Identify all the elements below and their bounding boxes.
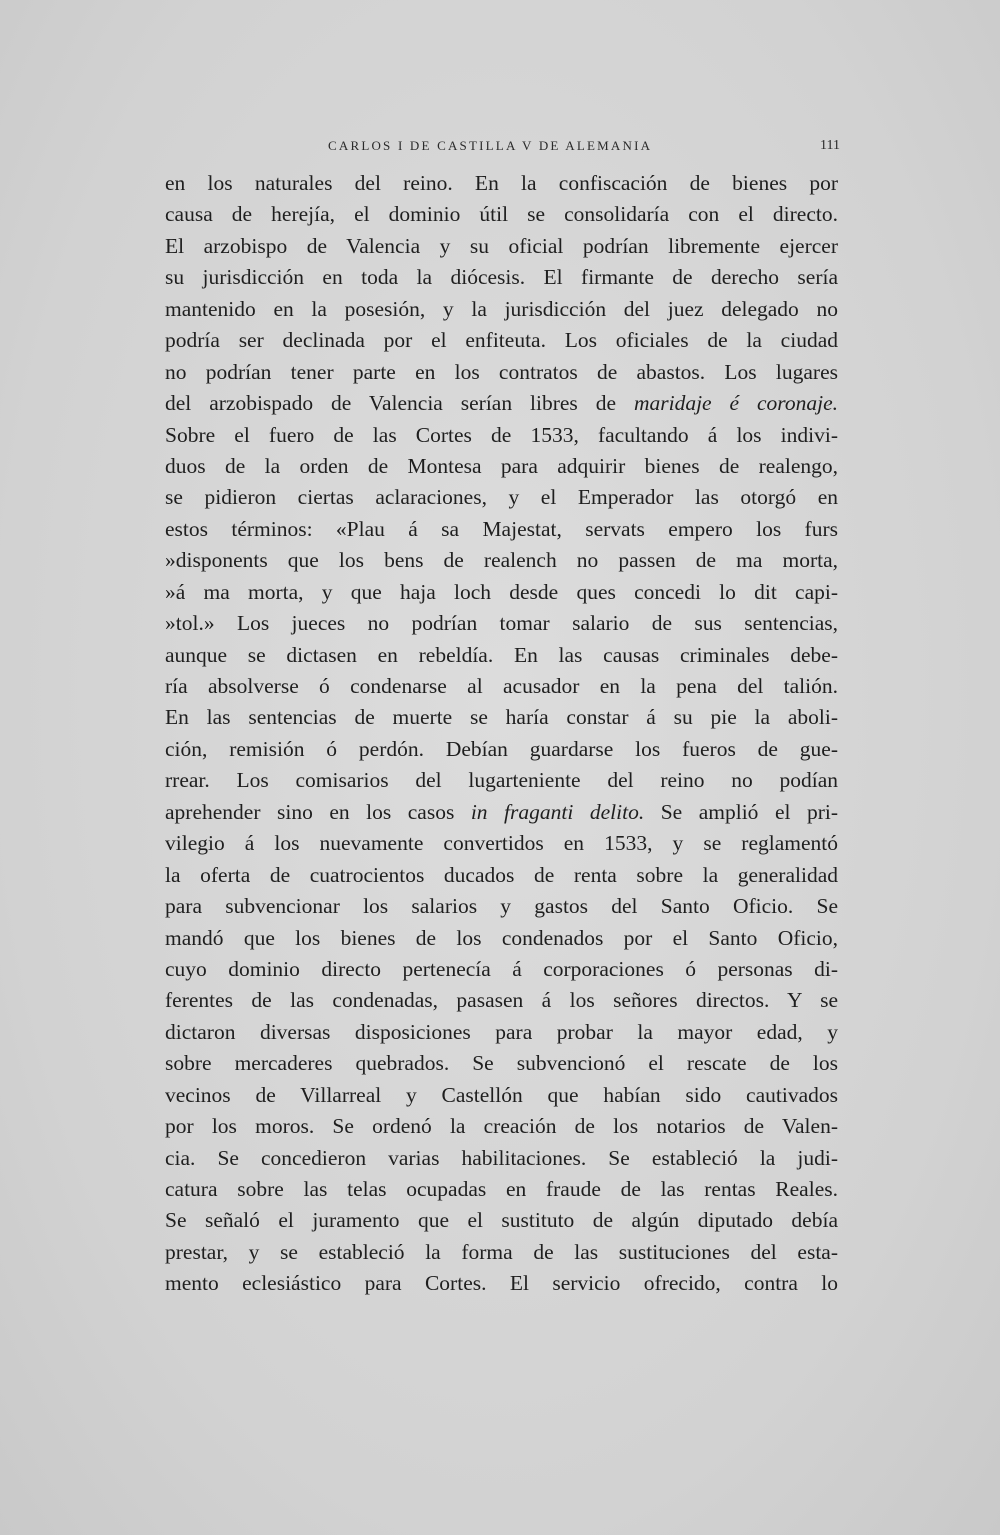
text-line: El arzobispo de Valencia y su oficial podrían libremente ejercer <box>165 233 838 258</box>
italic-phrase: maridaje é coronaje. <box>633 391 838 416</box>
text-segment: del arzobispado de Valencia serían libres de <box>165 391 617 416</box>
text-line: se pidieron ciertas aclaraciones, y el Emperador las otorgó en <box>165 485 838 510</box>
text-line: catura sobre las telas ocupadas en fraude de las rentas Reales. <box>165 1177 838 1201</box>
text-line: en los naturales del reino. En la confiscación de bienes por <box>165 171 838 195</box>
text-line: »disponents que los bens de realench no passen de ma morta, <box>165 548 838 573</box>
text-line: cia. Se concedieron varias habilitaciones. Se estableció la judi- <box>165 1145 838 1170</box>
text-line: estos términos: «Plau á sa Majestat, servats empero los furs <box>165 516 838 541</box>
text-line: »tol.» Los jueces no podrían tomar salario de sus sentencias, <box>165 611 838 636</box>
text-line-with-italic <box>165 797 838 828</box>
text-line: mento eclesiástico para Cortes. El servicio ofrecido, contra lo <box>165 1271 838 1296</box>
text-line: mandó que los bienes de los condenados por el Santo Oficio, <box>165 925 838 950</box>
text-line: ferentes de las condenadas, pasasen á los señores directos. Y se <box>165 988 838 1013</box>
text-line: vilegio á los nuevamente convertidos en 1533, y se reglamentó <box>165 831 838 856</box>
text-line: para subvencionar los salarios y gastos del Santo Oficio. Se <box>165 894 838 919</box>
text-line: Se señaló el juramento que el sustituto de algún diputado debía <box>165 1208 838 1233</box>
text-line: podría ser declinada por el enfiteuta. Los oficiales de la ciudad <box>165 328 838 353</box>
text-line: la oferta de cuatrocientos ducados de renta sobre la generalidad <box>165 862 838 887</box>
body-text <box>165 168 838 1300</box>
text-line: su jurisdicción en toda la diócesis. El firmante de derecho sería <box>165 265 838 290</box>
text-line: ría absolverse ó condenarse al acusador en la pena del talión. <box>165 674 838 698</box>
text-line-with-italic <box>165 388 838 419</box>
text-line: por los moros. Se ordenó la creación de los notarios de Valen- <box>165 1114 838 1139</box>
text-line: no podrían tener parte en los contratos de abastos. Los lugares <box>165 359 838 384</box>
text-line: duos de la orden de Montesa para adquirir bienes de realengo, <box>165 453 838 478</box>
text-line: causa de herejía, el dominio útil se consolidaría con el directo. <box>165 202 838 227</box>
text-line: En las sentencias de muerte se haría constar á su pie la aboli- <box>165 705 838 730</box>
text-line: Sobre el fuero de las Cortes de 1533, facultando á los indivi- <box>165 422 838 447</box>
running-title: CARLOS I DE CASTILLA V DE ALEMANIA <box>328 138 653 153</box>
italic-phrase: in fraganti delito. <box>470 799 645 824</box>
text-line: cuyo dominio directo pertenecía á corporaciones ó personas di- <box>165 956 838 981</box>
text-line: dictaron diversas disposiciones para probar la mayor edad, y <box>165 1019 838 1044</box>
text-line: sobre mercaderes quebrados. Se subvencionó el rescate de los <box>165 1051 838 1076</box>
text-segment: aprehender sino en los casos <box>165 799 455 824</box>
text-line: rrear. Los comisarios del lugarteniente del reino no podían <box>165 768 838 793</box>
text-segment: Se amplió el pri- <box>660 799 838 824</box>
running-head <box>328 138 840 158</box>
text-line: prestar, y se estableció la forma de las sustituciones del esta- <box>165 1239 838 1264</box>
text-line: vecinos de Villarreal y Castellón que habían sido cautivados <box>165 1082 838 1107</box>
text-line: aunque se dictasen en rebeldía. En las causas criminales debe- <box>165 642 838 667</box>
text-line: »á ma morta, y que haja loch desde ques concedi lo dit capi- <box>165 579 838 604</box>
text-line: mantenido en la posesión, y la jurisdicción del juez delegado no <box>165 296 838 321</box>
text-line: ción, remisión ó perdón. Debían guardarse los fueros de gue- <box>165 736 838 761</box>
page-number: 111 <box>820 138 840 153</box>
